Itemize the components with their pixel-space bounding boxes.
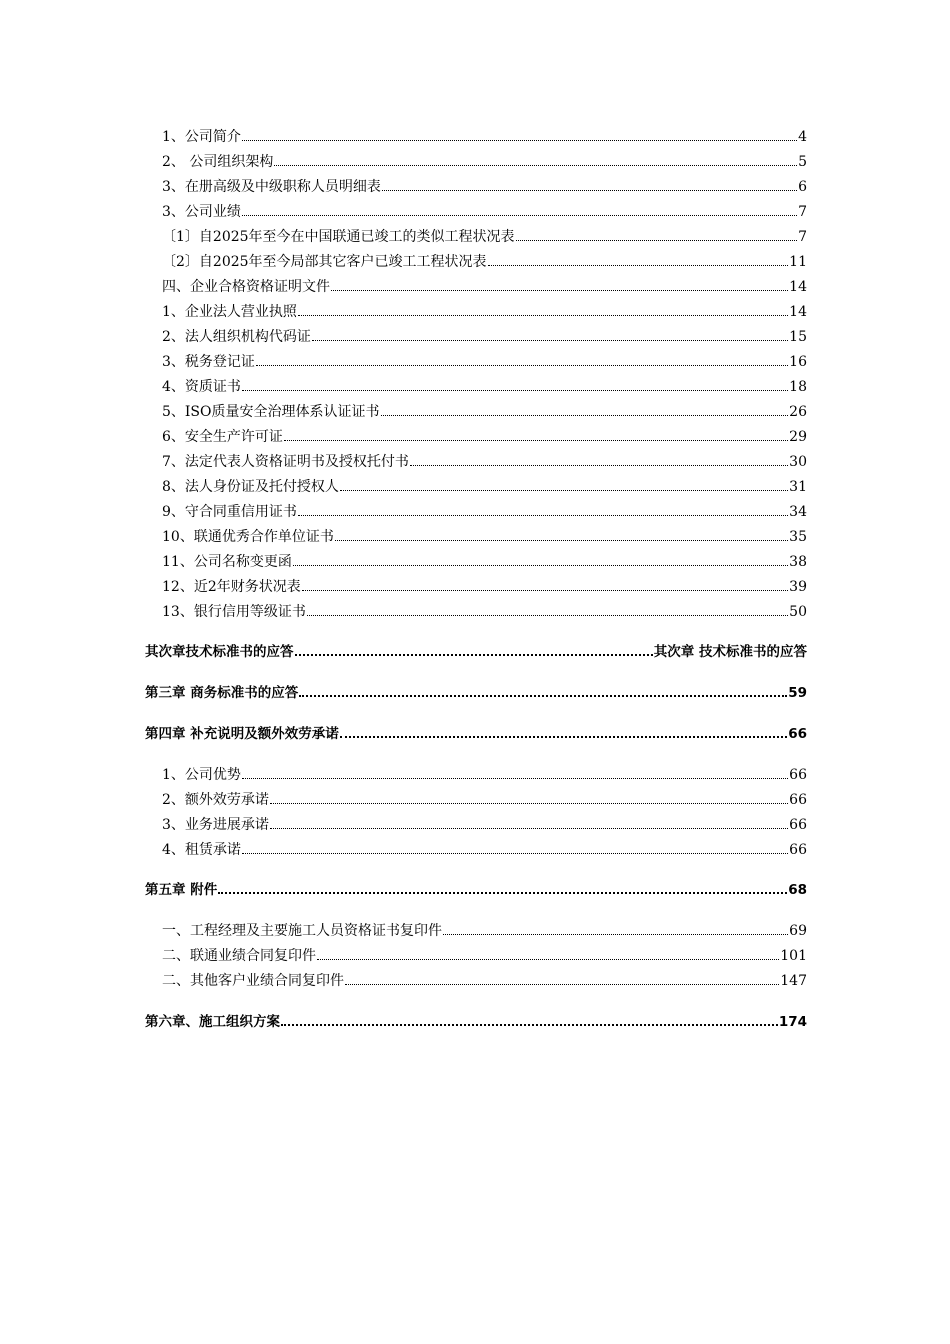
toc-entry-page: 16 [789,354,807,370]
toc-chapter-page: 66 [788,726,807,742]
dot-leader [256,365,788,366]
dot-leader [335,540,788,541]
dot-leader [340,490,788,491]
toc-entry-page: 38 [789,554,807,570]
toc-entry-page: 66 [789,767,807,783]
toc-entry[interactable] [162,553,807,571]
toc-entry-label: 10、联通优秀合作单位证书 [162,529,334,545]
toc-entry-page: 15 [789,329,807,345]
toc-entry-label: 二、其他客户业绩合同复印件 [162,973,344,989]
toc-chapter-page: 68 [788,882,807,898]
toc-entry-page: 30 [789,454,807,470]
dot-leader [242,390,788,391]
dot-leader [270,803,788,804]
toc-entry-page: 5 [798,154,807,170]
dot-leader [270,828,788,829]
toc-entry-label: 11、公司名称变更函 [162,554,292,570]
toc-entry-page: 7 [798,204,807,220]
toc-chapter-page: 59 [788,685,807,701]
toc-entry[interactable] [162,528,807,546]
toc-entry-label: 1、企业法人营业执照 [162,304,297,320]
toc-entry-page: 14 [789,304,807,320]
toc-entry[interactable] [162,278,807,296]
toc-entry-label: 4、租赁承诺 [162,842,241,858]
dot-leader [295,654,653,656]
toc-entry[interactable] [162,578,807,596]
toc-entry-label: 1、公司简介 [162,129,241,145]
toc-entry[interactable] [162,766,807,784]
dot-leader [307,615,788,616]
dot-leader [242,215,797,216]
toc-entry-label: 1、公司优势 [162,767,241,783]
toc-entry-label: 一、工程经理及主要施工人员资格证书复印件 [162,923,442,939]
toc-entry[interactable] [162,353,807,371]
toc-entry-label: 3、在册高级及中级职称人员明细表 [162,179,381,195]
toc-entry-page: 101 [780,948,807,964]
toc-entry[interactable] [162,947,807,965]
toc-chapter[interactable] [145,643,807,661]
toc-entry-page: 69 [789,923,807,939]
dot-leader [293,565,788,566]
toc-entry-page: 6 [798,179,807,195]
toc-entry-label: 4、资质证书 [162,379,241,395]
toc-entry-page: 50 [789,604,807,620]
toc-chapter-label: 第六章、施工组织方案 [145,1014,280,1030]
toc-entry[interactable] [162,503,807,521]
toc-entry-label: 9、守合同重信用证书 [162,504,297,520]
toc-entry[interactable] [162,378,807,396]
toc-entry-page: 39 [789,579,807,595]
toc-chapter[interactable] [145,684,807,702]
toc-chapter-page: 其次章 技术标准书的应答 [653,644,807,660]
toc-entry[interactable] [162,453,807,471]
toc-entry[interactable] [162,403,807,421]
toc-entry[interactable] [162,253,807,271]
dot-leader [242,853,788,854]
toc-chapter-label: 第五章 附件 [145,882,218,898]
dot-leader [381,415,789,416]
toc-chapter-label: 第四章 补充说明及额外效劳承诺 [145,726,339,742]
dot-leader [410,465,788,466]
toc-entry[interactable] [162,922,807,940]
toc-entry[interactable] [162,816,807,834]
toc-entry-label: 8、法人身份证及托付授权人 [162,479,339,495]
toc-entry-page: 147 [780,973,807,989]
dot-leader [302,590,788,591]
toc-entry[interactable] [162,328,807,346]
toc-entry-label: 〔2〕自2025年至今局部其它客户已竣工工程状况表 [162,254,487,270]
dot-leader [331,290,788,291]
toc-entry[interactable] [162,841,807,859]
toc-chapter[interactable] [145,725,807,743]
toc-entry-page: 7 [798,229,807,245]
toc-entry-label: 2、 公司组织架构 [162,154,274,170]
toc-entry[interactable] [162,203,807,221]
toc-entry-label: 四、企业合格资格证明文件 [162,279,330,295]
dot-leader [382,190,797,191]
dot-leader [345,984,779,985]
toc-entry[interactable] [162,128,807,146]
toc-entry-page: 66 [789,842,807,858]
toc-entry-page: 34 [789,504,807,520]
toc-entry-page: 31 [789,479,807,495]
toc-chapter-label: 第三章 商务标准书的应答 [145,685,299,701]
toc-entry-label: 二、联通业绩合同复印件 [162,948,316,964]
toc-chapter-page: 174 [778,1014,807,1030]
toc-entry[interactable] [162,972,807,990]
dot-leader [298,515,788,516]
toc-entry[interactable] [162,178,807,196]
toc-entry-page: 26 [789,404,807,420]
toc-entry[interactable] [162,303,807,321]
toc-entry-label: 12、近2年财务状况表 [162,579,301,595]
toc-entry[interactable] [162,478,807,496]
toc-entry-label: 3、业务进展承诺 [162,817,269,833]
toc-chapter[interactable] [145,881,807,899]
toc-entry[interactable] [162,428,807,446]
toc-entry-label: 2、法人组织机构代码证 [162,329,311,345]
dot-leader [312,340,788,341]
dot-leader [443,934,788,935]
dot-leader [218,892,787,894]
toc-entry-label: 13、银行信用等级证书 [162,604,306,620]
toc-entry-page: 29 [789,429,807,445]
dot-leader [488,265,789,266]
toc-entry-page: 11 [789,254,807,270]
toc-entry-page: 14 [789,279,807,295]
dot-leader [340,736,788,738]
toc-entry[interactable] [162,153,807,171]
dot-leader [299,695,787,697]
toc-entry-label: 2、额外效劳承诺 [162,792,269,808]
dot-leader [281,1024,778,1026]
toc-entry-label: 3、税务登记证 [162,354,255,370]
dot-leader [242,140,797,141]
toc-entry-page: 66 [789,817,807,833]
dot-leader [317,959,779,960]
dot-leader [516,240,798,241]
toc-entry-label: 3、公司业绩 [162,204,241,220]
toc-entry[interactable] [162,228,807,246]
toc-entry-label: 〔1〕自2025年至今在中国联通已竣工的类似工程状况表 [162,229,515,245]
toc-entry-page: 4 [798,129,807,145]
toc-entry[interactable] [162,791,807,809]
dot-leader [284,440,788,441]
dot-leader [274,165,797,166]
toc-chapter[interactable] [145,1013,807,1031]
toc-entry-page: 66 [789,792,807,808]
toc-entry-label: 6、安全生产许可证 [162,429,283,445]
toc-entry-label: 5、ISO质量安全治理体系认证证书 [162,404,380,420]
toc-entry-label: 7、法定代表人资格证明书及授权托付书 [162,454,409,470]
toc-entry-page: 35 [789,529,807,545]
toc-entry-page: 18 [789,379,807,395]
toc-entry[interactable] [162,603,807,621]
toc-chapter-label: 其次章技术标准书的应答 [145,644,294,660]
dot-leader [298,315,788,316]
dot-leader [242,778,788,779]
